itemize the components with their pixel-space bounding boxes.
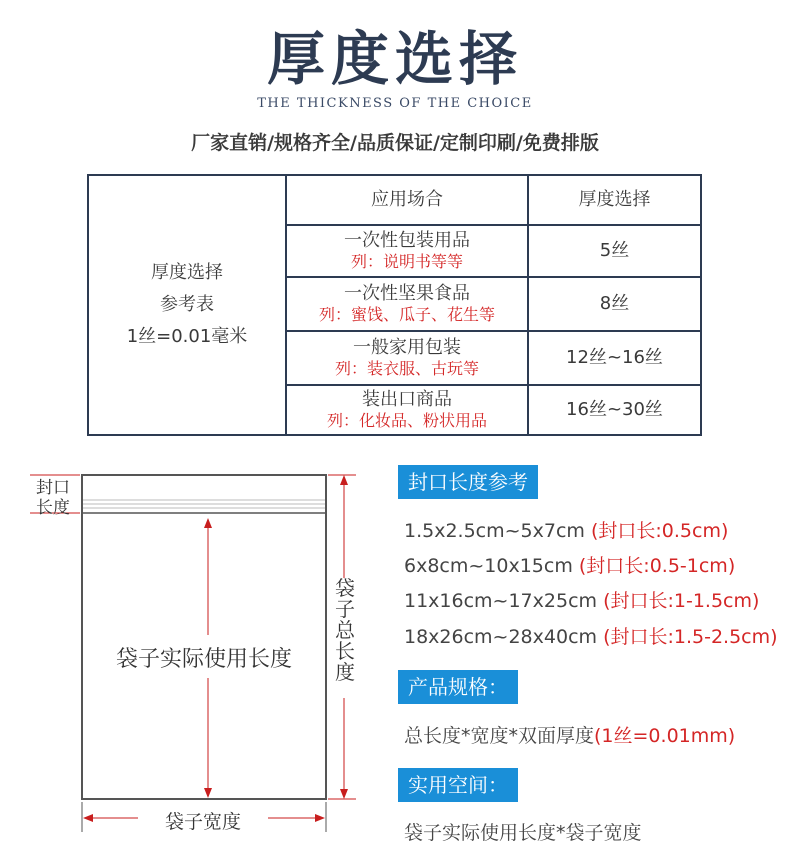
table-left-title (89, 176, 285, 434)
col-header-thickness: 厚度选择 (578, 189, 651, 210)
total-length-label: 袋 子 总 长 度 (335, 576, 355, 684)
row-thickness: 8丝 (599, 293, 630, 314)
space-line: 袋子实际使用长度*袋子宽度 (404, 822, 642, 844)
table-row (287, 386, 527, 434)
thickness-table (87, 174, 702, 436)
page-title: 厚度选择 (266, 25, 523, 93)
table-row (287, 226, 527, 276)
inner-length-label: 袋子实际使用长度 (84, 642, 324, 673)
seal-length-label: 封口 长度 (36, 478, 70, 518)
space-header: 实用空间： (398, 768, 518, 802)
spec-line: 总长度*宽度*双面厚度(1丝=0.01mm) (404, 725, 736, 747)
seal-ref-line: 11x16cm~17x25cm (封口长:1-1.5cm) (404, 590, 760, 612)
row-thickness: 12丝~16丝 (566, 347, 663, 368)
table-left-line: 参考表 (160, 294, 214, 315)
row-use: 装出口商品 (362, 389, 452, 410)
seal-ref-line: 6x8cm~10x15cm (封口长:0.5-1cm) (404, 555, 736, 577)
width-label: 袋子宽度 (164, 811, 241, 833)
table-row (287, 278, 527, 330)
table-row (287, 332, 527, 384)
tagline: 厂家直销/规格齐全/品质保证/定制印刷/免费排版 (191, 132, 599, 154)
row-example: 列：化妆品、粉状用品 (326, 411, 487, 430)
row-use: 一般家用包装 (353, 337, 461, 358)
row-thickness: 5丝 (599, 240, 630, 261)
row-use: 一次性包装用品 (344, 230, 470, 251)
row-use: 一次性坚果食品 (344, 283, 470, 304)
seal-reference-header: 封口长度参考 (398, 465, 538, 499)
row-example: 列：说明书等等 (350, 252, 463, 271)
table-left-line: 1丝=0.01毫米 (126, 326, 248, 347)
seal-ref-line: 18x26cm~28x40cm (封口长:1.5-2.5cm) (404, 626, 778, 648)
table-left-line: 厚度选择 (151, 262, 223, 283)
row-example: 列：装衣服、古玩等 (334, 359, 479, 378)
row-example: 列：蜜饯、瓜子、花生等 (318, 305, 495, 324)
page-subtitle: THE THICKNESS OF THE CHOICE (257, 96, 533, 111)
row-thickness: 16丝~30丝 (566, 399, 663, 420)
spec-header: 产品规格： (398, 670, 518, 704)
col-header-use: 应用场合 (371, 189, 443, 210)
seal-ref-line: 1.5x2.5cm~5x7cm (封口长:0.5cm) (404, 520, 729, 542)
